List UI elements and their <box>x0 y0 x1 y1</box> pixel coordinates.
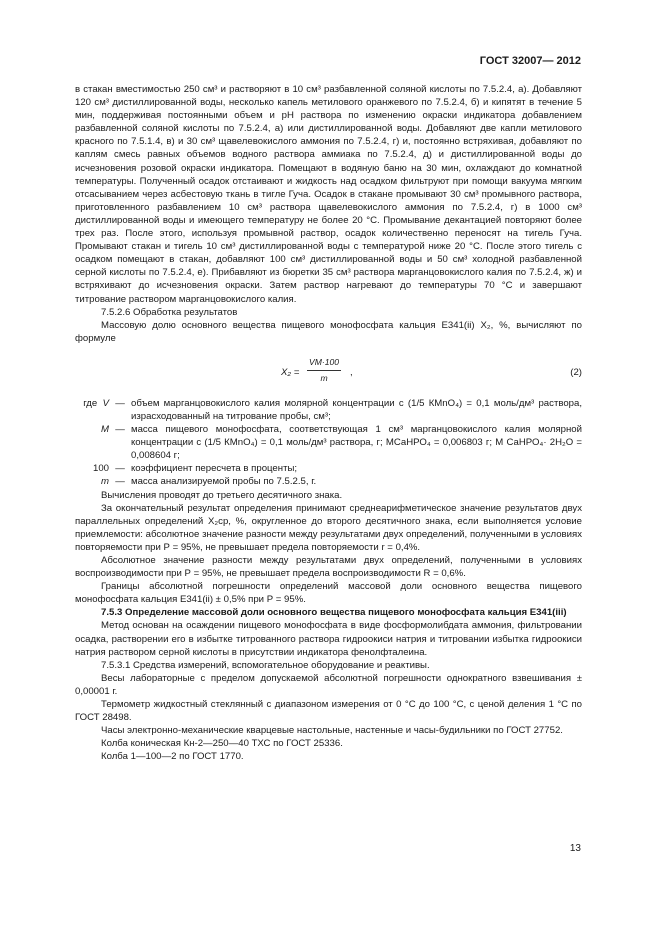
final-result: За окончательный результат определения принимают среднеарифметическое значение результатов двух параллельных определений X₂ср, %, округленное до второго десятичного знака, если выполняется условие приемлемости: абсолютное значение разности между результатами двух определений, полученными в условиях повторяемости при Р = 95%, не превышает предела повторяемости r = 0,4%. <box>75 502 582 553</box>
equipment-item: Весы лабораторные с пределом допускаемой абсолютной погрешности однократного взвешивания ± 0,00001 г. <box>75 672 582 697</box>
document-body <box>75 83 582 764</box>
calc-note: Вычисления проводят до третьего десятичного знака. <box>101 489 343 501</box>
error-bounds: Границы абсолютной погрешности определений массовой доли основного вещества пищевого монофосфата кальция Е341(ii) ± 0,5% при Р = 95%. <box>75 581 582 606</box>
definition-item <box>75 397 582 423</box>
formula-lhs: X₂ = <box>281 366 300 378</box>
where-word: где <box>83 397 98 409</box>
definition-text: коэффициент пересчета в проценты; <box>131 463 298 475</box>
formula-fraction <box>307 356 341 385</box>
reproducibility: Абсолютное значение разности между результатами двух определений, полученными в условиях воспроизводимости при Р = 95%, не превышает предела воспроизводимости R = 0,6%. <box>75 555 582 580</box>
formula-comma: , <box>350 366 353 378</box>
page-number: 13 <box>569 843 581 854</box>
equipment-item: Колба 1—100—2 по ГОСТ 1770. <box>101 751 244 763</box>
definition-text: объем марганцовокислого калия молярной концентрации с (1/5 КМnО₄) = 0,1 моль/дм³ раствора, израсходованный на титрование пробы, см³; <box>131 397 582 422</box>
definition-text: масса анализируемой пробы по 7.5.2.5, г. <box>131 476 317 488</box>
formula-denominator: m <box>320 372 328 383</box>
definition-dash: — <box>115 397 125 409</box>
definition-symbol: m <box>101 476 109 488</box>
formula-2 <box>75 353 582 393</box>
definition-item <box>75 475 582 488</box>
definition-dash: — <box>115 476 125 488</box>
equipment-item: Колба коническая Кн-2—250—40 ТХС по ГОСТ 25336. <box>101 738 343 750</box>
definition-dash: — <box>115 424 125 436</box>
equipment-item: Часы электронно-механические кварцевые настольные, настенные и часы-будильники по ГОСТ 27752. <box>101 725 563 737</box>
formula-numerator: VM·100 <box>307 356 341 371</box>
section-title-7526: 7.5.2.6 Обработка результатов <box>101 306 238 318</box>
section-title-753: 7.5.3 Определение массовой доли основного вещества пищевого монофосфата кальция Е341(iii) <box>101 607 567 619</box>
section-title-7531: 7.5.3.1 Средства измерений, вспомогательное оборудование и реактивы. <box>101 659 430 671</box>
definition-symbol: М <box>101 424 109 436</box>
method-description: Метод основан на осаждении пищевого монофосфата в виде фосформолибдата аммония, фильтровании осадка, растворении его в избытке титрованного раствора гидроокиси натрия и титровании избытка гидроокиси натрия раствором серной кислоты в присутствии индикатора фенолфталеина. <box>75 620 582 658</box>
definition-item <box>75 423 582 462</box>
formula-intro: Массовую долю основного вещества пищевого монофосфата кальция Е341(ii) X₂, %, вычисляют по формуле <box>75 319 582 344</box>
definition-symbol: 100 <box>92 463 109 475</box>
definition-item <box>75 462 582 475</box>
equipment-item: Термометр жидкостный стеклянный с диапазоном измерения от 0 °С до 100 °С, с ценой деления 1 °С по ГОСТ 28498. <box>75 699 582 724</box>
paragraph-procedure: в стакан вместимостью 250 см³ и растворяют в 10 см³ разбавленной соляной кислоты по 7.5.2.4, а). Добавляют 120 см³ дистиллированной воды, несколько капель метилового оранжевого по 7.5.2.4, б) и кипятят в течение 5 мин, поддерживая постоянными объем и рН раствора по изменению окраски индикатора добавлением разбавленной соляной кислоты по 7.5.2.4, а) или дистиллированной воды. Добавляют две капли метилового красного по 7.5.1.4, в) и 30 см³ щавелевокислого аммония по 7.5.2.4, г) и, постоянно встряхивая, добавляют по каплям смесь равных объемов водного раствора аммиака по 7.5.2.4, д) и дистиллированной воды до исчезновения розовой окраски индикатора. Помещают в водяную баню на 30 мин, охлаждают до комнатной температуры. Полученный осадок отстаивают и жидкость над осадком фильтруют при помощи вакуума мягким отсасыванием через асбестовую ткань в тигле Гуча. Осадок в стакане промывают 30 см³ промывного раствора, приготовленного разбавлением 10 см³ раствора щавелевокислого аммония по 7.5.2.4, г) в 1000 см³ дистиллированной воды и имеющего температуру не более 20 °С. Промывание декантацией повторяют более трех раз. После этого, используя промывной раствор, осадок количественно переносят на тигель Гуча. Промывают стакан и тигель 10 см³ дистиллированной воды с температурой ниже 20 °С. После этого тигель с осадком помещают в стакан, добавляют 100 см³ дистиллированной воды и 50 см³ холодной разбавленной серной кислоты по 7.5.2.4, е). Прибавляют из бюретки 35 см³ раствора марганцовокислого калия по 7.5.2.4, ж) и встряхивают до исчезновения окраски. Затем раствор нагревают до температуры 70 °С и завершают титрование раствором марганцовокислого калия. <box>75 84 582 305</box>
definitions-list <box>75 397 582 489</box>
formula-number: (2) <box>570 366 582 378</box>
page-header: ГОСТ 32007— 2012 <box>479 55 581 67</box>
definition-symbol: где V <box>83 397 109 409</box>
definition-text: масса пищевого монофосфата, соответствующая 1 см³ марганцовокислого калия молярной концентрации с (1/5 КМnО₄) = 0,1 моль/дм³ раствора, г; МСаНРО₄ = 0,006803 г; М СаНРО₄· 2Н₂О = 0,008604 г; <box>131 424 582 462</box>
definition-dash: — <box>115 463 125 475</box>
